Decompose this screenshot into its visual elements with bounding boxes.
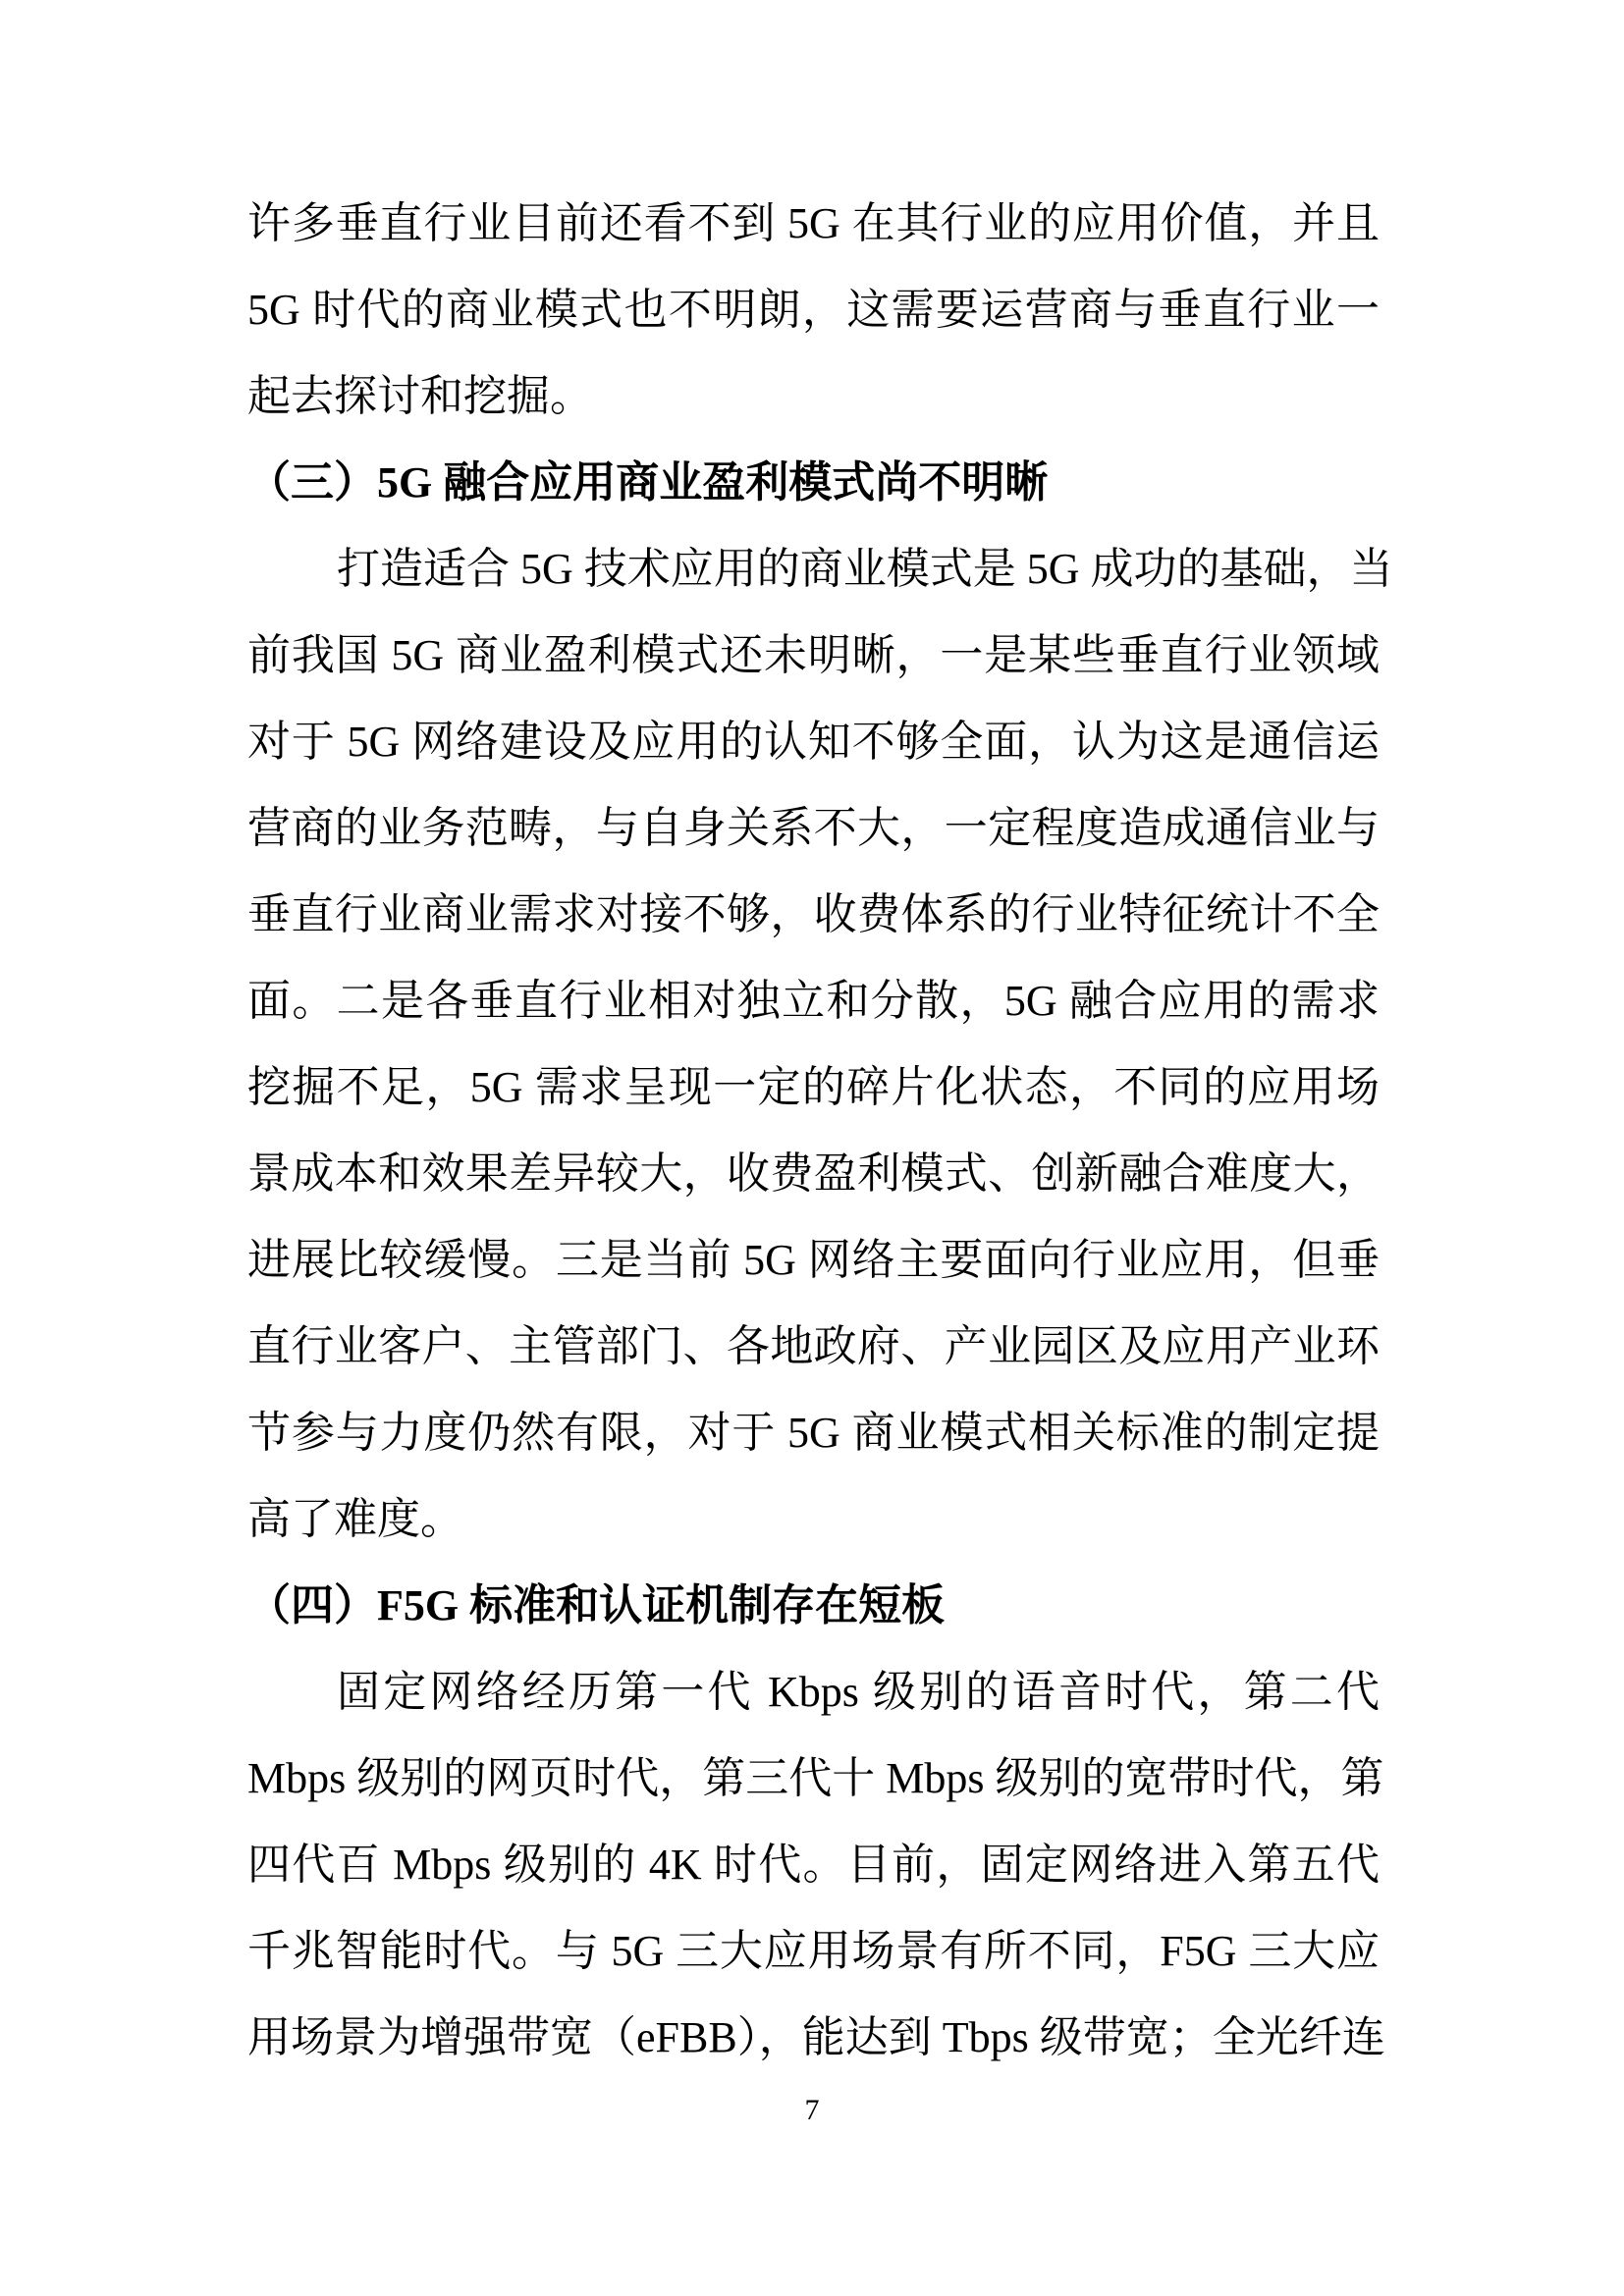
text-line: 打造适合 5G 技术应用的商业模式是 5G 成功的基础，当 [337,545,1393,593]
text-line: 5G 时代的商业模式也不明朗，这需要运营商与垂直行业一 [247,286,1380,334]
text-line: 千兆智能时代。与 5G 三大应用场景有所不同，F5G 三大应 [247,1927,1380,1975]
text-line: 许多垂直行业目前还看不到 5G 在其行业的应用价值，并且 [247,199,1380,247]
section-heading [247,1563,1380,1649]
text-line: 高了难度。 [247,1495,463,1543]
text-line: Mbps 级别的网页时代，第三代十 Mbps 级别的宽带时代，第 [247,1754,1384,1802]
paragraph [247,181,1380,440]
paragraph [247,1649,1385,2081]
text-line: 挖掘不足，5G 需求呈现一定的碎片化状态，不同的应用场 [247,1063,1380,1111]
text-line: 固定网络经历第一代 Kbps 级别的语音时代，第二代 [337,1668,1380,1716]
text-line: 用场景为增强带宽（eFBB），能达到 Tbps 级带宽；全光纤连 [247,2013,1385,2061]
text-line: 营商的业务范畴，与自身关系不大，一定程度造成通信业与 [247,804,1380,852]
text-line: 垂直行业商业需求对接不够，收费体系的行业特征统计不全 [247,890,1380,938]
document-text [247,181,1393,2081]
text-line: 对于 5G 网络建设及应用的认知不够全面，认为这是通信运 [247,718,1380,766]
heading-text: （四）F5G 标准和认证机制存在短板 [247,1581,946,1629]
paragraph [247,526,1393,1563]
text-line: 四代百 Mbps 级别的 4K 时代。目前，固定网络进入第五代 [247,1841,1380,1889]
text-line: 进展比较缓慢。三是当前 5G 网络主要面向行业应用，但垂 [247,1236,1380,1284]
text-line: 面。二是各垂直行业相对独立和分散，5G 融合应用的需求 [247,977,1380,1025]
section-heading [247,440,1380,526]
text-line: 起去探讨和挖掘。 [247,372,593,420]
text-line: 节参与力度仍然有限，对于 5G 商业模式相关标准的制定提 [247,1409,1380,1457]
text-line: 直行业客户、主管部门、各地政府、产业园区及应用产业环 [247,1322,1380,1370]
text-line: 景成本和效果差异较大，收费盈利模式、创新融合难度大， [247,1149,1380,1198]
heading-text: （三）5G 融合应用商业盈利模式尚不明晰 [247,458,1049,507]
page-number: 7 [804,2094,820,2126]
text-line: 前我国 5G 商业盈利模式还未明晰，一是某些垂直行业领域 [247,631,1380,679]
